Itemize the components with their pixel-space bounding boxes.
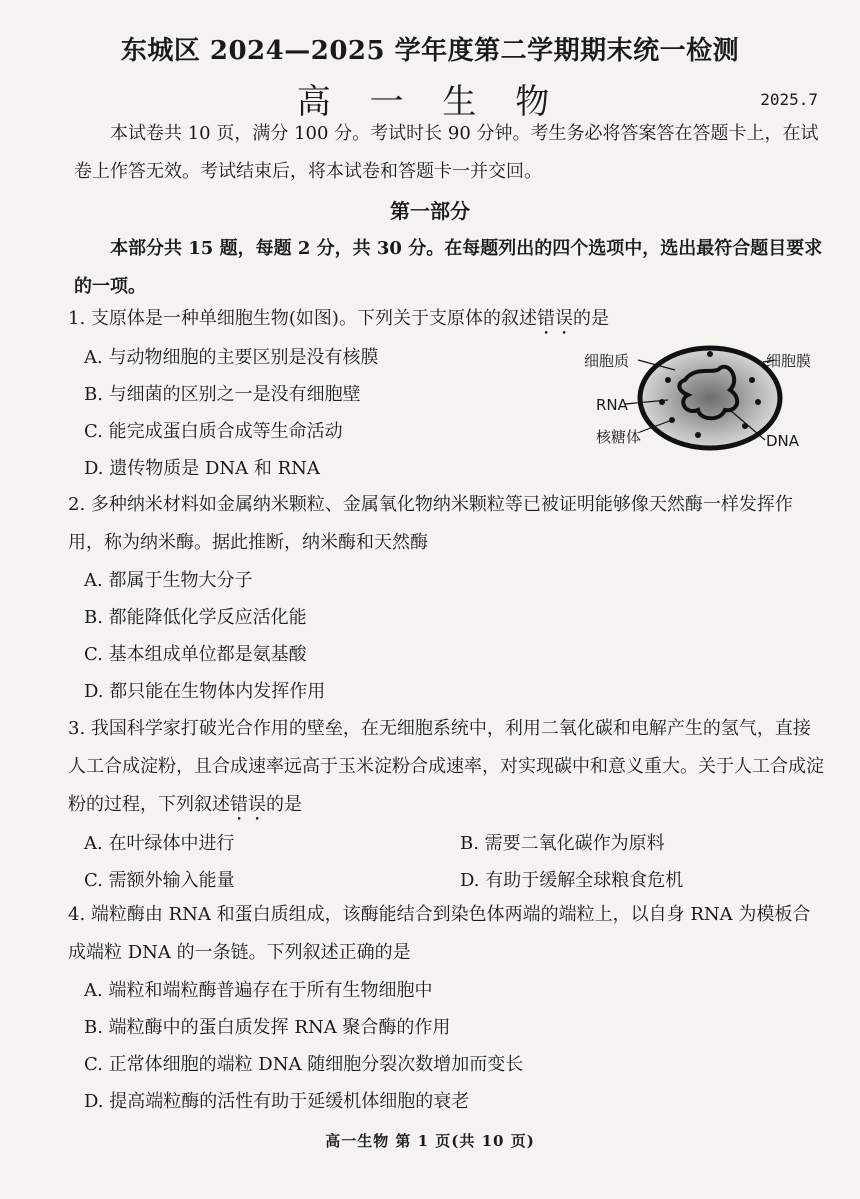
option-b: B. 需要二氧化碳作为原料 <box>460 833 665 854</box>
cell-membrane-shape <box>640 348 780 448</box>
question-1-stem-end: 的是 <box>572 308 609 329</box>
question-1-stem-text: 1. 支原体是一种单细胞生物(如图)。下列关于支原体的叙述 <box>68 308 537 329</box>
question-3-stem-text: 3. 我国科学家打破光合作用的壁垒，在无细胞系统中，利用二氧化碳和电解产生的氢气，直接人工合成淀粉，且合成速率远高于玉米淀粉合成速率，对实现碳中和意义重大。关于人工合成淀粉的过程，下列叙述 <box>68 718 824 815</box>
option-c: C. 正常体细胞的端粒 DNA 随细胞分裂次数增加而变长 <box>84 1054 524 1075</box>
mycoplasma-diagram <box>580 340 830 460</box>
question-3-stem-end: 的是 <box>266 794 302 815</box>
option-a: A. 与动物细胞的主要区别是没有核膜 <box>84 347 379 368</box>
question-2 <box>68 486 826 710</box>
option-a: A. 在叶绿体中进行 <box>84 833 235 854</box>
subject-title: 高 一 生 物 <box>296 82 564 122</box>
label-dna: DNA <box>766 432 800 450</box>
label-rna: RNA <box>596 396 628 414</box>
option-a: A. 端粒和端粒酶普遍存在于所有生物细胞中 <box>84 980 433 1001</box>
option-d: D. 遗传物质是 DNA 和 RNA <box>84 458 320 479</box>
question-4-stem: 4. 端粒酶由 RNA 和蛋白质组成，该酶能结合到染色体两端的端粒上，以自身 RNA 为模板合成端粒 DNA 的一条链。下列叙述正确的是 <box>68 904 811 963</box>
option-d: D. 提高端粒酶的活性有助于延缓机体细胞的衰老 <box>84 1091 470 1112</box>
part-description: 本部分共 15 题，每题 2 分，共 30 分。在每题列出的四个选项中，选出最符合题目要求的一项。 <box>74 238 823 297</box>
exam-date: 2025.7 <box>760 90 818 109</box>
option-d: D. 有助于缓解全球粮食危机 <box>460 870 684 891</box>
label-ribosome: 核糖体 <box>596 428 642 446</box>
option-b: B. 都能降低化学反应活化能 <box>84 607 307 628</box>
question-3 <box>68 710 826 899</box>
option-b: B. 与细菌的区别之一是没有细胞壁 <box>84 384 361 405</box>
exam-instructions: 本试卷共 10 页，满分 100 分。考试时长 90 分钟。考生务必将答案答在答题卡上，在试卷上作答无效。考试结束后，将本试卷和答题卡一并交回。 <box>74 123 819 182</box>
ribosome-dot <box>665 377 671 383</box>
option-c: C. 需额外输入能量 <box>84 870 235 891</box>
question-4 <box>68 896 826 1120</box>
label-cell-membrane: 细胞膜 <box>766 352 812 370</box>
exam-title: 东城区 2024—2025 学年度第二学期期末统一检测 <box>120 36 740 66</box>
part-title: 第一部分 <box>390 199 470 223</box>
page-footer: 高一生物 第 1 页(共 10 页) <box>325 1132 535 1150</box>
option-a: A. 都属于生物大分子 <box>84 570 253 591</box>
option-b: B. 端粒酶中的蛋白质发挥 RNA 聚合酶的作用 <box>84 1017 451 1038</box>
question-1-stem <box>68 300 826 339</box>
label-cytoplasm: 细胞质 <box>584 352 630 370</box>
question-2-stem: 2. 多种纳米材料如金属纳米颗粒、金属氧化物纳米颗粒等已被证明能够像天然酶一样发挥作用，称为纳米酶。据此推断，纳米酶和天然酶 <box>68 494 793 553</box>
ribosome-dot <box>755 399 761 405</box>
question-3-emphasis: 错误 <box>230 794 266 815</box>
question-1-emphasis: 错误 <box>536 308 573 329</box>
ribosome-dot <box>707 351 713 357</box>
options-row-2 <box>68 862 826 899</box>
option-c: C. 能完成蛋白质合成等生命活动 <box>84 421 343 442</box>
ribosome-dot <box>695 432 701 438</box>
question-3-stem <box>68 710 826 825</box>
option-c: C. 基本组成单位都是氨基酸 <box>84 644 307 665</box>
ribosome-dot <box>749 377 755 383</box>
options-row-1 <box>68 825 826 862</box>
option-d: D. 都只能在生物体内发挥作用 <box>84 681 326 702</box>
